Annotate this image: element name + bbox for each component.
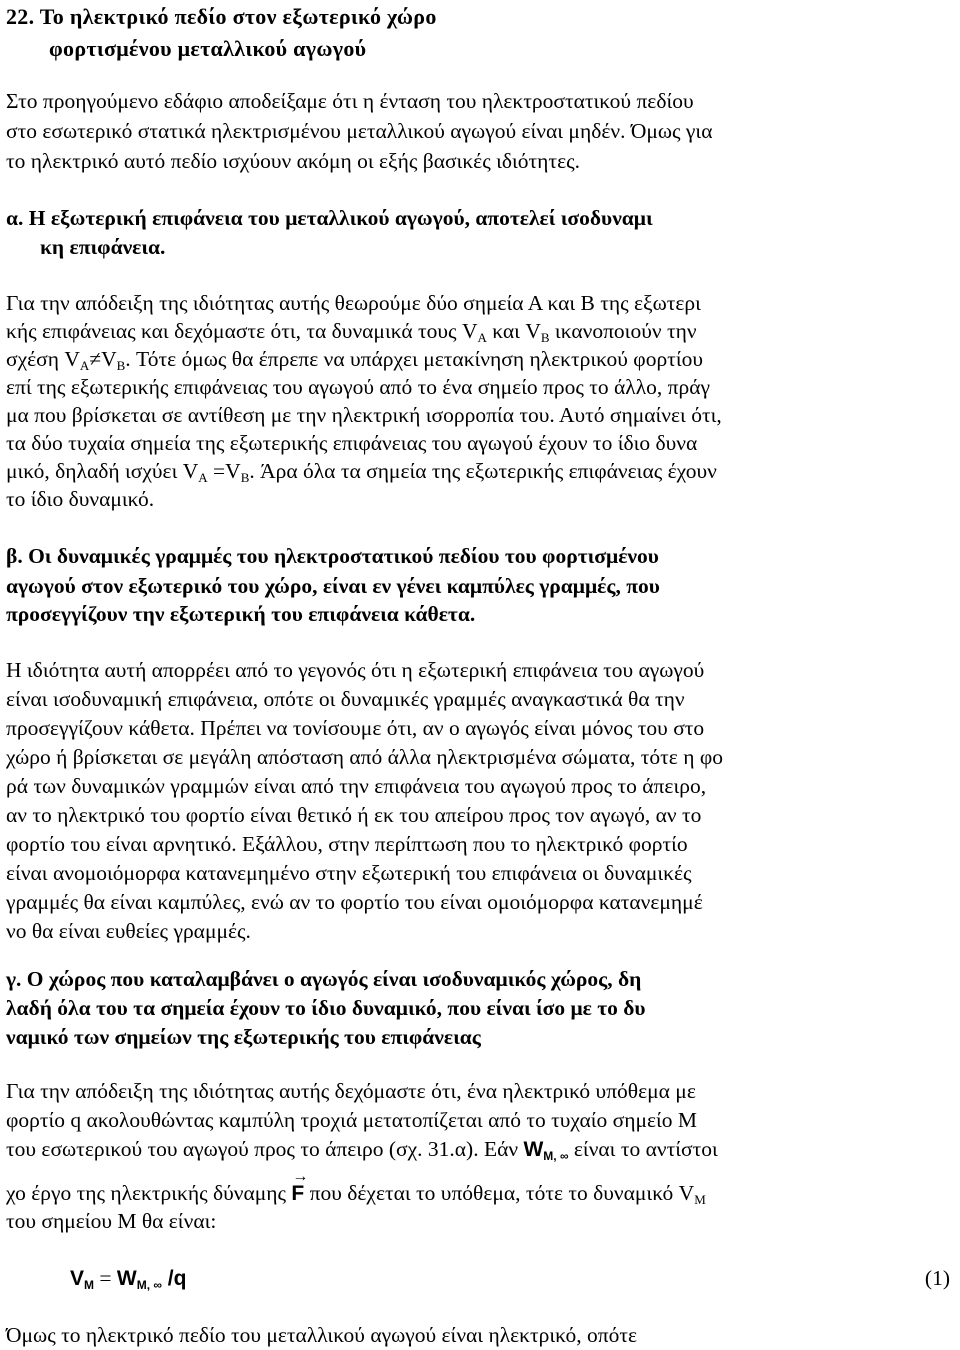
para-b-line-3: προσεγγίζουν κάθετα. Πρέπει να τονίσουμε ότι, αν ο αγωγός είναι μόνος του στο <box>6 716 705 740</box>
force-vector-symbol: → F <box>291 1181 304 1207</box>
subscript-b: B <box>116 358 126 373</box>
para-a-line-7-mid: =V <box>207 459 241 483</box>
work-symbol: W <box>116 1267 137 1290</box>
property-a-line-2: κη επιφάνεια. <box>40 235 166 259</box>
para-a-line-3 <box>6 346 703 372</box>
property-b-line-1: β. Οι δυναμικές γραμμές του ηλεκτροστατικού πεδίου του φορτισμένου <box>6 544 659 568</box>
para-c-line-4 <box>6 1180 706 1207</box>
para-c-line-3 <box>6 1136 718 1163</box>
last-line: Όμως το ηλεκτρικό πεδίο του μεταλλικού αγωγού είναι ηλεκτρικό, οπότε <box>6 1323 638 1347</box>
para-c-line-3-post: είναι το αντίστοι <box>568 1137 718 1161</box>
potential-subscript: M <box>84 1278 95 1292</box>
subscript-b: B <box>240 470 250 485</box>
property-c-line-3: ναμικό των σημείων της εξωτερικής του επιφάνειας <box>6 1025 481 1049</box>
section-heading-line-2 <box>6 36 366 62</box>
divide-by-charge: /q <box>161 1267 187 1290</box>
equals-sign: = <box>94 1266 117 1290</box>
property-b-line-3: προσεγγίζουν την εξωτερική του επιφάνεια κάθετα. <box>6 602 476 626</box>
para-c-line-4-mid: που δέχεται το υπόθεμα, τότε το δυναμικό V <box>304 1181 695 1205</box>
para-c-line-1: Για την απόδειξη της ιδιότητας αυτής δεχόμαστε ότι, ένα ηλεκτρικό υπόθεμα με <box>6 1079 696 1103</box>
equation-1 <box>70 1265 186 1292</box>
subscript-a: A <box>198 470 208 485</box>
para-c-line-5: του σημείου Μ θα είναι: <box>6 1209 217 1233</box>
property-b-line-2: αγωγού στον εξωτερικό του χώρο, είναι εν γένει καμπύλες γραμμές, που <box>6 574 660 598</box>
not-equal-v: ≠V <box>89 347 117 371</box>
equation-number: (1) <box>924 1266 950 1290</box>
para-a-line-3-pre: σχέση V <box>6 347 80 371</box>
section-heading-line-1: 22. Το ηλεκτρικό πεδίο στον εξωτερικό χώρο <box>6 4 437 29</box>
section-heading-line-2-text: φορτισμένου μεταλλικού αγωγού <box>49 36 367 61</box>
subscript-a: A <box>477 330 487 345</box>
intro-line-2: στο εσωτερικό στατικά ηλεκτρισμένου μεταλλικού αγωγού είναι μηδέν. Όμως για <box>6 119 713 143</box>
subscript-m: M <box>694 1192 706 1207</box>
para-a-line-7 <box>6 458 717 484</box>
para-b-line-8: είναι ανομοιόμορφα κατανεμημένο στην εξωτερική του επιφάνεια οι δυναμικές <box>6 861 692 885</box>
property-c-line-2: λαδή όλα του τα σημεία έχουν το ίδιο δυναμικό, που είναι ίσο με το δυ <box>6 996 646 1020</box>
para-b-line-4: χώρο ή βρίσκεται σε μεγάλη απόσταση από άλλα ηλεκτρισμένα σώματα, τότε η φο <box>6 745 723 769</box>
para-b-line-5: ρά των δυναμικών γραμμών είναι από την επιφάνεια του αγωγού προς το άπειρο, <box>6 774 707 798</box>
para-c-line-2: φορτίο q ακολουθώντας καμπύλη τροχιά μετατοπίζεται από το τυχαίο σημείο Μ <box>6 1108 698 1132</box>
subscript-a: A <box>79 358 90 373</box>
para-a-line-7-post: . Άρα όλα τα σημεία της εξωτερικής επιφάνειας έχουν <box>249 459 717 483</box>
para-a-line-7-pre: μικό, δηλαδή ισχύει V <box>6 459 199 483</box>
property-a-line-1: α. Η εξωτερική επιφάνεια του μεταλλικού αγωγού, αποτελεί ισοδυναμι <box>6 206 653 230</box>
work-subscript: M, ∞ <box>136 1278 162 1292</box>
para-c-line-4-pre: χο έργο της ηλεκτρικής δύναμης <box>6 1181 292 1205</box>
para-a-line-4: επί της εξωτερικής επιφάνειας του αγωγού από το ένα σημείο προς το άλλο, πράγ <box>6 375 710 399</box>
potential-symbol: V <box>70 1267 85 1290</box>
para-a-line-2-mid: και V <box>486 319 541 343</box>
para-b-line-9: γραμμές θα είναι καμπύλες, ενώ αν το φορτίο του είναι ομοιόμορφα κατανεμημέ <box>6 890 703 914</box>
para-b-line-1: Η ιδιότητα αυτή απορρέει από το γεγονός ότι η εξωτερική επιφάνεια του αγωγού <box>6 658 705 682</box>
para-a-line-1: Για την απόδειξη της ιδιότητας αυτής θεωρούμε δύο σημεία Α και Β της εξωτερι <box>6 291 701 315</box>
para-a-line-2-post: ικανοποιούν την <box>549 319 697 343</box>
intro-line-1: Στο προηγούμενο εδάφιο αποδείξαμε ότι η ένταση του ηλεκτροστατικού πεδίου <box>6 89 694 113</box>
para-b-line-2: είναι ισοδυναμική επιφάνεια, οπότε οι δυναμικές γραμμές αναγκαστικά θα την <box>6 687 685 711</box>
para-b-line-7: φορτίο του είναι αρνητικό. Εξάλλου, στην περίπτωση που το ηλεκτρικό φορτίο <box>6 832 688 856</box>
para-a-line-2-pre: κής επιφάνειας και δεχόμαστε ότι, τα δυναμικά τους V <box>6 319 478 343</box>
property-c-line-1: γ. Ο χώρος που καταλαμβάνει ο αγωγός είναι ισοδυναμικός χώρος, δη <box>6 967 642 991</box>
para-a-line-2 <box>6 318 697 344</box>
work-symbol: W <box>523 1138 544 1161</box>
para-c-line-3-pre: του εσωτερικού του αγωγού προς το άπειρο (σχ. 31.α). Εάν <box>6 1137 524 1161</box>
intro-line-3: το ηλεκτρικό αυτό πεδίο ισχύουν ακόμη οι εξής βασικές ιδιότητες. <box>6 149 580 173</box>
para-a-line-8: το ίδιο δυναμικό. <box>6 487 155 511</box>
para-a-line-5: μα που βρίσκεται σε αντίθεση με την ηλεκτρική ισορροπία του. Αυτό σημαίνει ότι, <box>6 403 722 427</box>
subscript-b: B <box>540 330 550 345</box>
para-a-line-6: τα δύο τυχαία σημεία της εξωτερικής επιφάνειας του αγωγού έχουν το ίδιο δυνα <box>6 431 698 455</box>
para-b-line-6: αν το ηλεκτρικό του φορτίο είναι θετικό ή εκ του απείρου προς τον αγωγό, αν το <box>6 803 702 827</box>
para-b-line-10: νο θα είναι ευθείες γραμμές. <box>6 919 251 943</box>
para-a-line-3-post: . Τότε όμως θα έπρεπε να υπάρχει μετακίνηση ηλεκτρικού φορτίου <box>125 347 704 371</box>
work-subscript: M, ∞ <box>543 1149 569 1163</box>
